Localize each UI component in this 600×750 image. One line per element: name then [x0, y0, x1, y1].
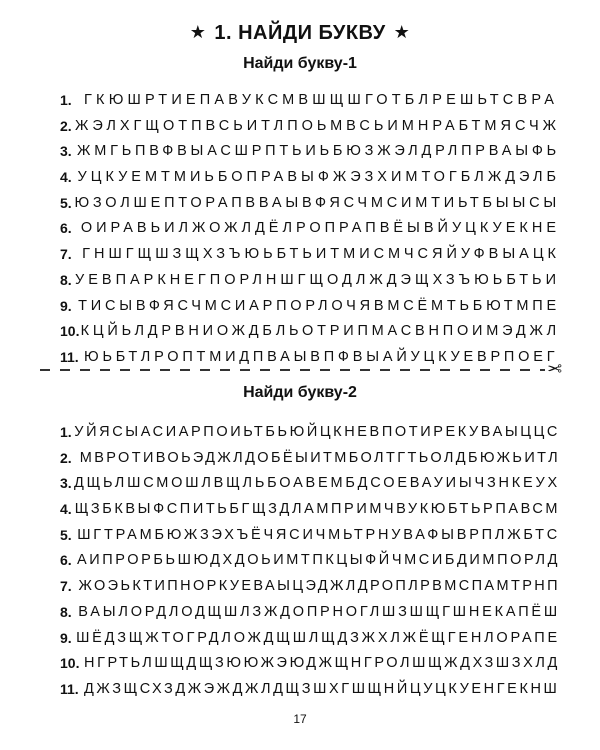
exercise-row: [60, 191, 560, 217]
cut-line: [40, 369, 545, 371]
row-number: 9.: [60, 297, 72, 314]
letter-sequence: ЮЬБТЛРОПТМИДПВАЫВПФВЫАЙУЦКУЕВРПОЕГ: [84, 348, 559, 365]
page-title-text: 1. НАЙДИ БУКВУ: [214, 22, 386, 44]
row-number: 11.: [60, 680, 79, 697]
row-number: 10.: [60, 323, 80, 340]
row-number: 6.: [60, 220, 72, 237]
letter-sequence: ЖМГЬПВФВЫАСШРПТЬИЬБЮЗЖЭЛДРЛПРВАЫФЬ: [77, 143, 560, 160]
row-number: 10.: [60, 655, 80, 672]
row-number: 5.: [60, 194, 72, 211]
row-number: 7.: [60, 246, 72, 263]
exercise-row: [60, 651, 560, 677]
page-title: [0, 22, 600, 45]
letter-sequence: УЕВПАРКНЕГПОРЛНШГЩОДЛЖДЭЩХЗЪЮЬБТЬИ: [75, 271, 560, 288]
star-left-icon: ★: [189, 22, 207, 42]
scissors-icon: ✂: [547, 359, 563, 379]
row-number: 1.: [60, 424, 72, 440]
row-number: 11.: [60, 348, 79, 365]
row-number: 2.: [60, 117, 72, 134]
section-2-rows: [60, 420, 560, 703]
letter-sequence: ДЩЬЛШСМОШЛВЩЛЬБОАВЕМБДСОЕВАУИЫЧЗНКЕУХ: [73, 475, 560, 492]
row-number: 8.: [60, 603, 72, 620]
section-2-title: Найди букву-2: [243, 384, 357, 401]
letter-sequence: МВРОТИВОЬЭДЖЛДОБЁЫИТМБОЛТГТЬОЛДБЮЖЬИТЛ: [79, 449, 560, 466]
letter-sequence: ГНШГЩШЗЩХЗЪЮЬБТЬИТМИСМЧСЯЙУФВЫАЦК: [82, 246, 560, 263]
row-number: 9.: [60, 629, 72, 646]
star-right-icon: ★: [393, 22, 411, 42]
exercise-row: [60, 677, 560, 703]
letter-sequence: ЩЗБКВЫФСПИТЬБГЩЗДЛАМПРИМЧВУКЮБТЬРПАВСМ: [74, 501, 560, 518]
letter-sequence: АИПРОРБЬШЮДХДОЬИМТПКЦЫФЙЧМСИБДИМПОРЛД: [76, 552, 560, 569]
exercise-row: [60, 216, 560, 242]
letter-sequence: ГКЮШРТИЕПАВУКСМВШЩШГОТБЛРЕШЬТСВРА: [84, 92, 559, 108]
exercise-row: [60, 626, 560, 652]
page-number: 17: [293, 712, 307, 726]
letter-sequence: ВАЫЛОРДЛОДЩШЛЗЖДОПРНОГЛШЗШЩГШНЕКАПЁШ: [78, 603, 560, 620]
exercise-row: [60, 497, 560, 523]
exercise-row: [60, 242, 560, 268]
section-1-rows: [60, 88, 560, 371]
exercise-row: [60, 268, 560, 294]
letter-sequence: ОИРАВЬИЛЖОЖЛДЁЛРОПРАПВЁЫВЙУЦКУЕКНЕ: [80, 220, 560, 237]
exercise-row: [60, 523, 560, 549]
exercise-row: [60, 548, 560, 574]
exercise-row: [60, 294, 560, 320]
exercise-row: [60, 88, 560, 114]
row-number: 6.: [60, 552, 72, 569]
letter-sequence: КЦЙЬЛДРВНИОЖДБЛЬОТРИПМАСВНПОИМЭДЖЛ: [80, 323, 560, 340]
letter-sequence: ЮЗОЛШЕПТОРАПВВАЫВФЯСЧМСИМТИЬТБЫЫСЫ: [74, 194, 560, 211]
exercise-row: [60, 345, 560, 371]
letter-sequence: ШЁДЗЩЖТОГРДЛОЖДЩШЛЩДЗЖХЛЖЁЩГЕНЛОРАПЕ: [76, 629, 560, 646]
letter-sequence: НГРТЬЛШЩДЩЗЮЮЖЭЮДЖЩНГРОЛШЩЖДХЗШЗХЛД: [84, 655, 560, 672]
row-number: 8.: [60, 271, 72, 288]
row-number: 4.: [60, 169, 72, 186]
exercise-row: [60, 165, 560, 191]
row-number: 2.: [60, 449, 72, 466]
row-number: 5.: [60, 526, 72, 543]
row-number: 3.: [60, 475, 72, 492]
exercise-row: [60, 574, 560, 600]
exercise-row: [60, 114, 560, 140]
exercise-row: [60, 420, 560, 446]
letter-sequence: УЙЯСЫАСИАРПОИЬТБЬЮЙЦКНЕВПОТИРЕКУВАЫЦЦС: [74, 424, 560, 440]
letter-sequence: ЖОЭЬКТИПНОРКУЕВАЫЦЭДЖЛДРОПЛРВМСПАМТРНП: [78, 578, 560, 595]
exercise-row: [60, 471, 560, 497]
exercise-row: [60, 319, 560, 345]
letter-sequence: ШГТРАМБЮЖЗЭХЪЁЧЯСИЧМЬТРНУВАФЫВРПЛЖБТС: [77, 526, 560, 543]
row-number: 4.: [60, 501, 72, 518]
exercise-row: [60, 446, 560, 472]
row-number: 1.: [60, 92, 72, 108]
letter-sequence: УЦКУЕМТМИЬБОПРАВЫФЖЭЗХИМТОГБЛЖДЭЛБ: [77, 169, 560, 186]
letter-sequence: ТИСЫВФЯСЧМСИАРПОРЛОЧЯВМСЁМТЬБЮТМПЕ: [78, 297, 560, 314]
letter-sequence: ДЖЗЩСХЗДЖЭЖДЖЛДЩЗШХГШЩНЙЦУЦКУЕНГЕКНШ: [84, 680, 560, 697]
exercise-row: [60, 139, 560, 165]
row-number: 7.: [60, 578, 72, 595]
exercise-row: [60, 600, 560, 626]
row-number: 3.: [60, 143, 72, 160]
section-1-title: Найди букву-1: [243, 55, 357, 72]
letter-sequence: ЖЭЛХГЩОТПВСЬИТЛПОЬМВСЬИМНРАБТМЯСЧЖ: [75, 117, 560, 134]
